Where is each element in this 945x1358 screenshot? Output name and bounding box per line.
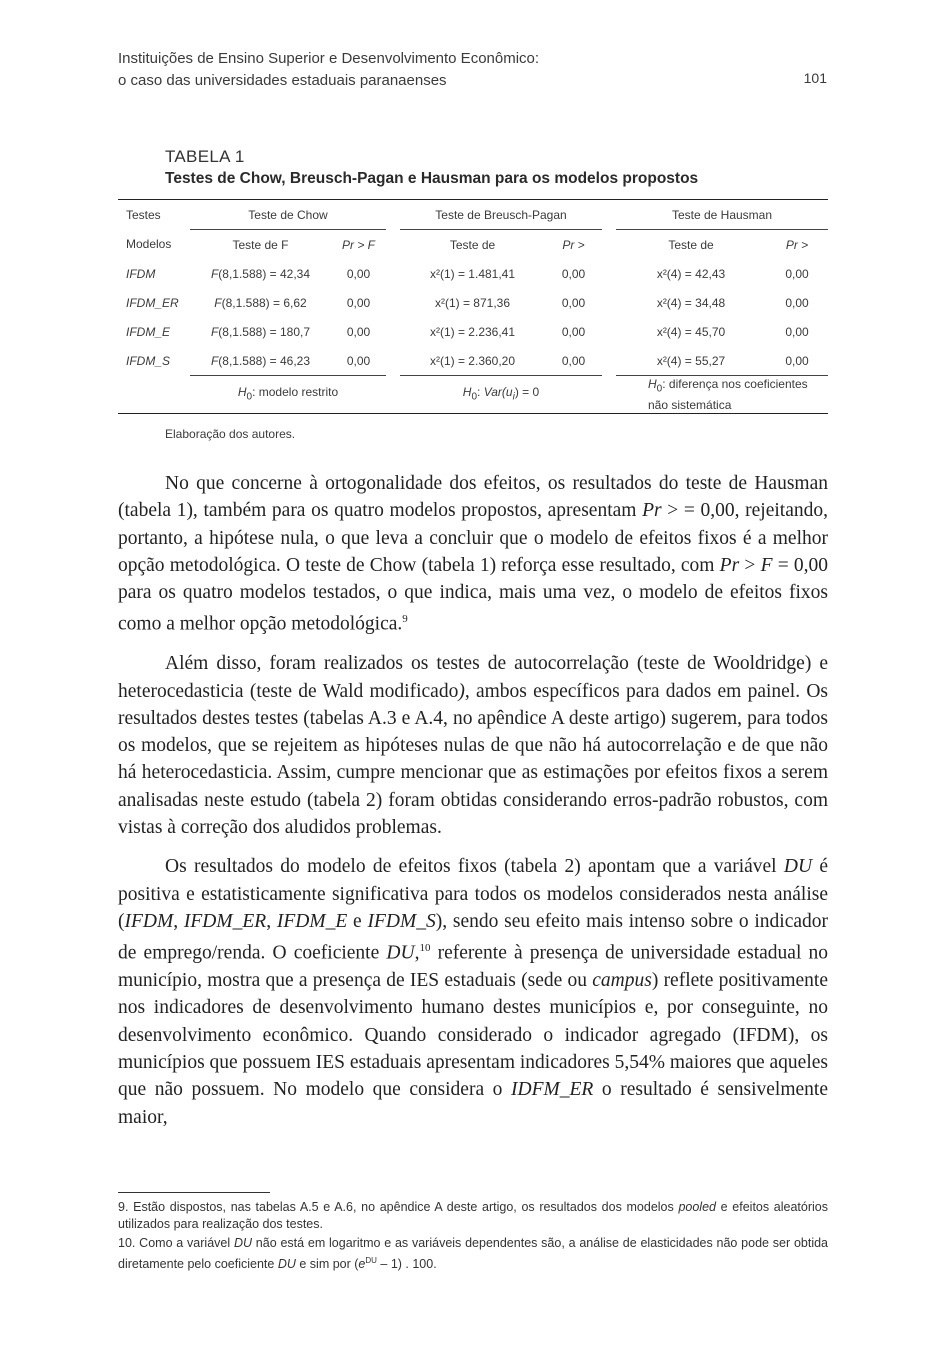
hausman-pr: 0,00 — [785, 295, 809, 310]
header-chow-stat: Teste de F — [232, 237, 289, 252]
footnote-10: 10. Como a variável DU não está em logaritmo e as variáveis dependentes são, a análise de elasticidades não pode ser obtida diretamente pelo coeficiente DU e sim por $(e^{DU} - 1)$ . 100. — [118, 1236, 828, 1272]
bp-pr: 0,00 — [561, 266, 586, 281]
page-number: 101 — [803, 70, 827, 86]
running-header-line-1: Instituições de Ensino Superior e Desenvolvimento Econômico: — [118, 50, 540, 67]
footnote-9: 9. Estão dispostos, nas tabelas A.5 e A.6, no apêndice A deste artigo, os resultados dos modelos pooled e efeitos aleatórios utilizados para realização dos testes. — [118, 1200, 828, 1231]
hausman-hypothesis: $H_0$: diferença nos coeficientes não sistemática — [616, 376, 828, 414]
chow-stat: F(8,1.588) = 46,23 — [190, 346, 331, 376]
chow-stat: F(8,1.588) = 180,7 — [210, 324, 311, 339]
table-row — [118, 346, 828, 376]
hypotheses-row — [118, 376, 828, 414]
tests-table — [118, 199, 828, 414]
hausman-stat: x²(4) = 55,27 — [616, 346, 766, 376]
footnotes — [118, 1199, 828, 1275]
footnote-divider — [118, 1192, 270, 1193]
header-testes: Testes — [126, 207, 161, 222]
chow-pr: 0,00 — [331, 346, 386, 376]
hausman-pr: 0,00 — [785, 266, 809, 281]
table-row — [118, 259, 828, 288]
running-header — [118, 48, 539, 92]
header-hausman-stat: Teste de — [668, 237, 714, 252]
bp-pr: 0,00 — [545, 346, 602, 376]
bp-stat: x²(1) = 1.481,41 — [429, 266, 516, 281]
bp-pr: 0,00 — [561, 295, 586, 310]
table-label: TABELA 1 — [165, 147, 245, 166]
footnote-ref-10: 10 — [419, 942, 431, 955]
chow-stat: F(8,1.588) = 42,34 — [210, 266, 311, 281]
chow-stat: F(8,1.588) = 6,62 — [214, 295, 307, 310]
bp-stat: x²(1) = 871,36 — [434, 295, 511, 310]
bp-pr: 0,00 — [561, 324, 586, 339]
body-text — [118, 470, 828, 1143]
header-chow: Teste de Chow — [190, 200, 386, 230]
running-header-line-2: o caso das universidades estaduais paranaenses — [118, 72, 447, 89]
table-row — [118, 317, 828, 346]
header-bp-stat: Teste de — [449, 237, 496, 252]
paragraph-1: No que concerne à ortogonalidade dos efeitos, os resultados do teste de Hausman (tabela 1), também para os quatro modelos propostos, apresentam Pr > = 0,00, rejeitando, portanto, a hipótese nula, o que leva a concluir que o modelo de efeitos fixos é a melhor opção metodológica. O teste de Chow (tabela 1) reforça esse resultado, com Pr > F = 0,00 para os quatro modelos testados, o que indica, mais uma vez, o modelo de efeitos fixos como a melhor opção metodológica.$^9$ — [118, 473, 829, 635]
header-chow-pr: Pr > F — [341, 237, 375, 252]
bp-stat: x²(1) = 2.236,41 — [429, 324, 516, 339]
chow-pr: 0,00 — [346, 324, 371, 339]
header-breusch-pagan: Teste de Breusch-Pagan — [400, 200, 602, 230]
hausman-stat: x²(4) = 34,48 — [656, 295, 726, 310]
chow-pr: 0,00 — [346, 266, 371, 281]
paragraph-3: Os resultados do modelo de efeitos fixos (tabela 2) apontam que a variável DU é positiva e estatisticamente significativa para todos os modelos considerados nesta análise (IFDM, IFDM_ER, IFDM_E e IFDM_S), sendo seu efeito mais intenso sobre o indicador de emprego/renda. O coeficiente DU,$^{10}$ referente à presença de universidade estadual no município, mostra que a presença de IES estaduais (sede ou campus) reflete positivamente nos indicadores de desenvolvimento humano destes municípios e, por conseguinte, no desenvolvimento econômico. Quando considerado o indicador agregado (IFDM), os municípios que possuem IES estaduais apresentam indicadores 5,54% maiores que aqueles que não possuem. No modelo que considera o IDFM_ER o resultado é sensivelmente maior, — [118, 856, 829, 1128]
model-name: IFDM — [126, 266, 156, 281]
hausman-stat: x²(4) = 45,70 — [656, 324, 726, 339]
footnote-ref-9: 9 — [402, 613, 408, 626]
table-row — [118, 288, 828, 317]
hausman-stat: x²(4) = 42,43 — [656, 266, 726, 281]
model-name: IFDM_ER — [126, 295, 179, 310]
model-name: IFDM_E — [126, 324, 171, 339]
bp-stat: x²(1) = 2.360,20 — [400, 346, 545, 376]
table-title: Testes de Chow, Breusch-Pagan e Hausman para os modelos propostos — [165, 170, 699, 187]
bp-hypothesis: $H_0$: $Var(u_i) = 0$ — [400, 376, 602, 414]
hausman-pr: 0,00 — [785, 324, 809, 339]
paragraph-2: Além disso, foram realizados os testes de autocorrelação (teste de Wooldridge) e heterocedasticia (teste de Wald modificado), ambos específicos para dados em painel. Os resultados destes testes (tabelas A.3 e A.4, no apêndice A deste artigo) sugerem, para todos os modelos, que se rejeitem as hipóteses nulas de que não há autocorrelação e de que não há heterocedasticia. Assim, cumpre mencionar que as estimações por efeitos fixos a serem analisadas neste estudo (tabela 2) foram obtidas considerando erros-padrão robustos, com vistas à correção dos aludidos problemas. — [118, 653, 829, 839]
header-modelos: Modelos — [126, 237, 172, 252]
table-header-row-1 — [118, 200, 828, 230]
header-hausman-pr: Pr > — [785, 237, 809, 252]
chow-pr: 0,00 — [346, 295, 371, 310]
table-source: Elaboração dos autores. — [165, 427, 296, 441]
header-hausman: Teste de Hausman — [616, 200, 828, 230]
header-bp-pr: Pr > — [562, 237, 585, 252]
table-caption — [165, 146, 698, 190]
chow-hypothesis: $H_0$: modelo restrito — [190, 376, 386, 414]
model-name: IFDM_S — [126, 353, 171, 368]
table-header-row-2 — [118, 230, 828, 260]
hausman-pr: 0,00 — [766, 346, 828, 376]
